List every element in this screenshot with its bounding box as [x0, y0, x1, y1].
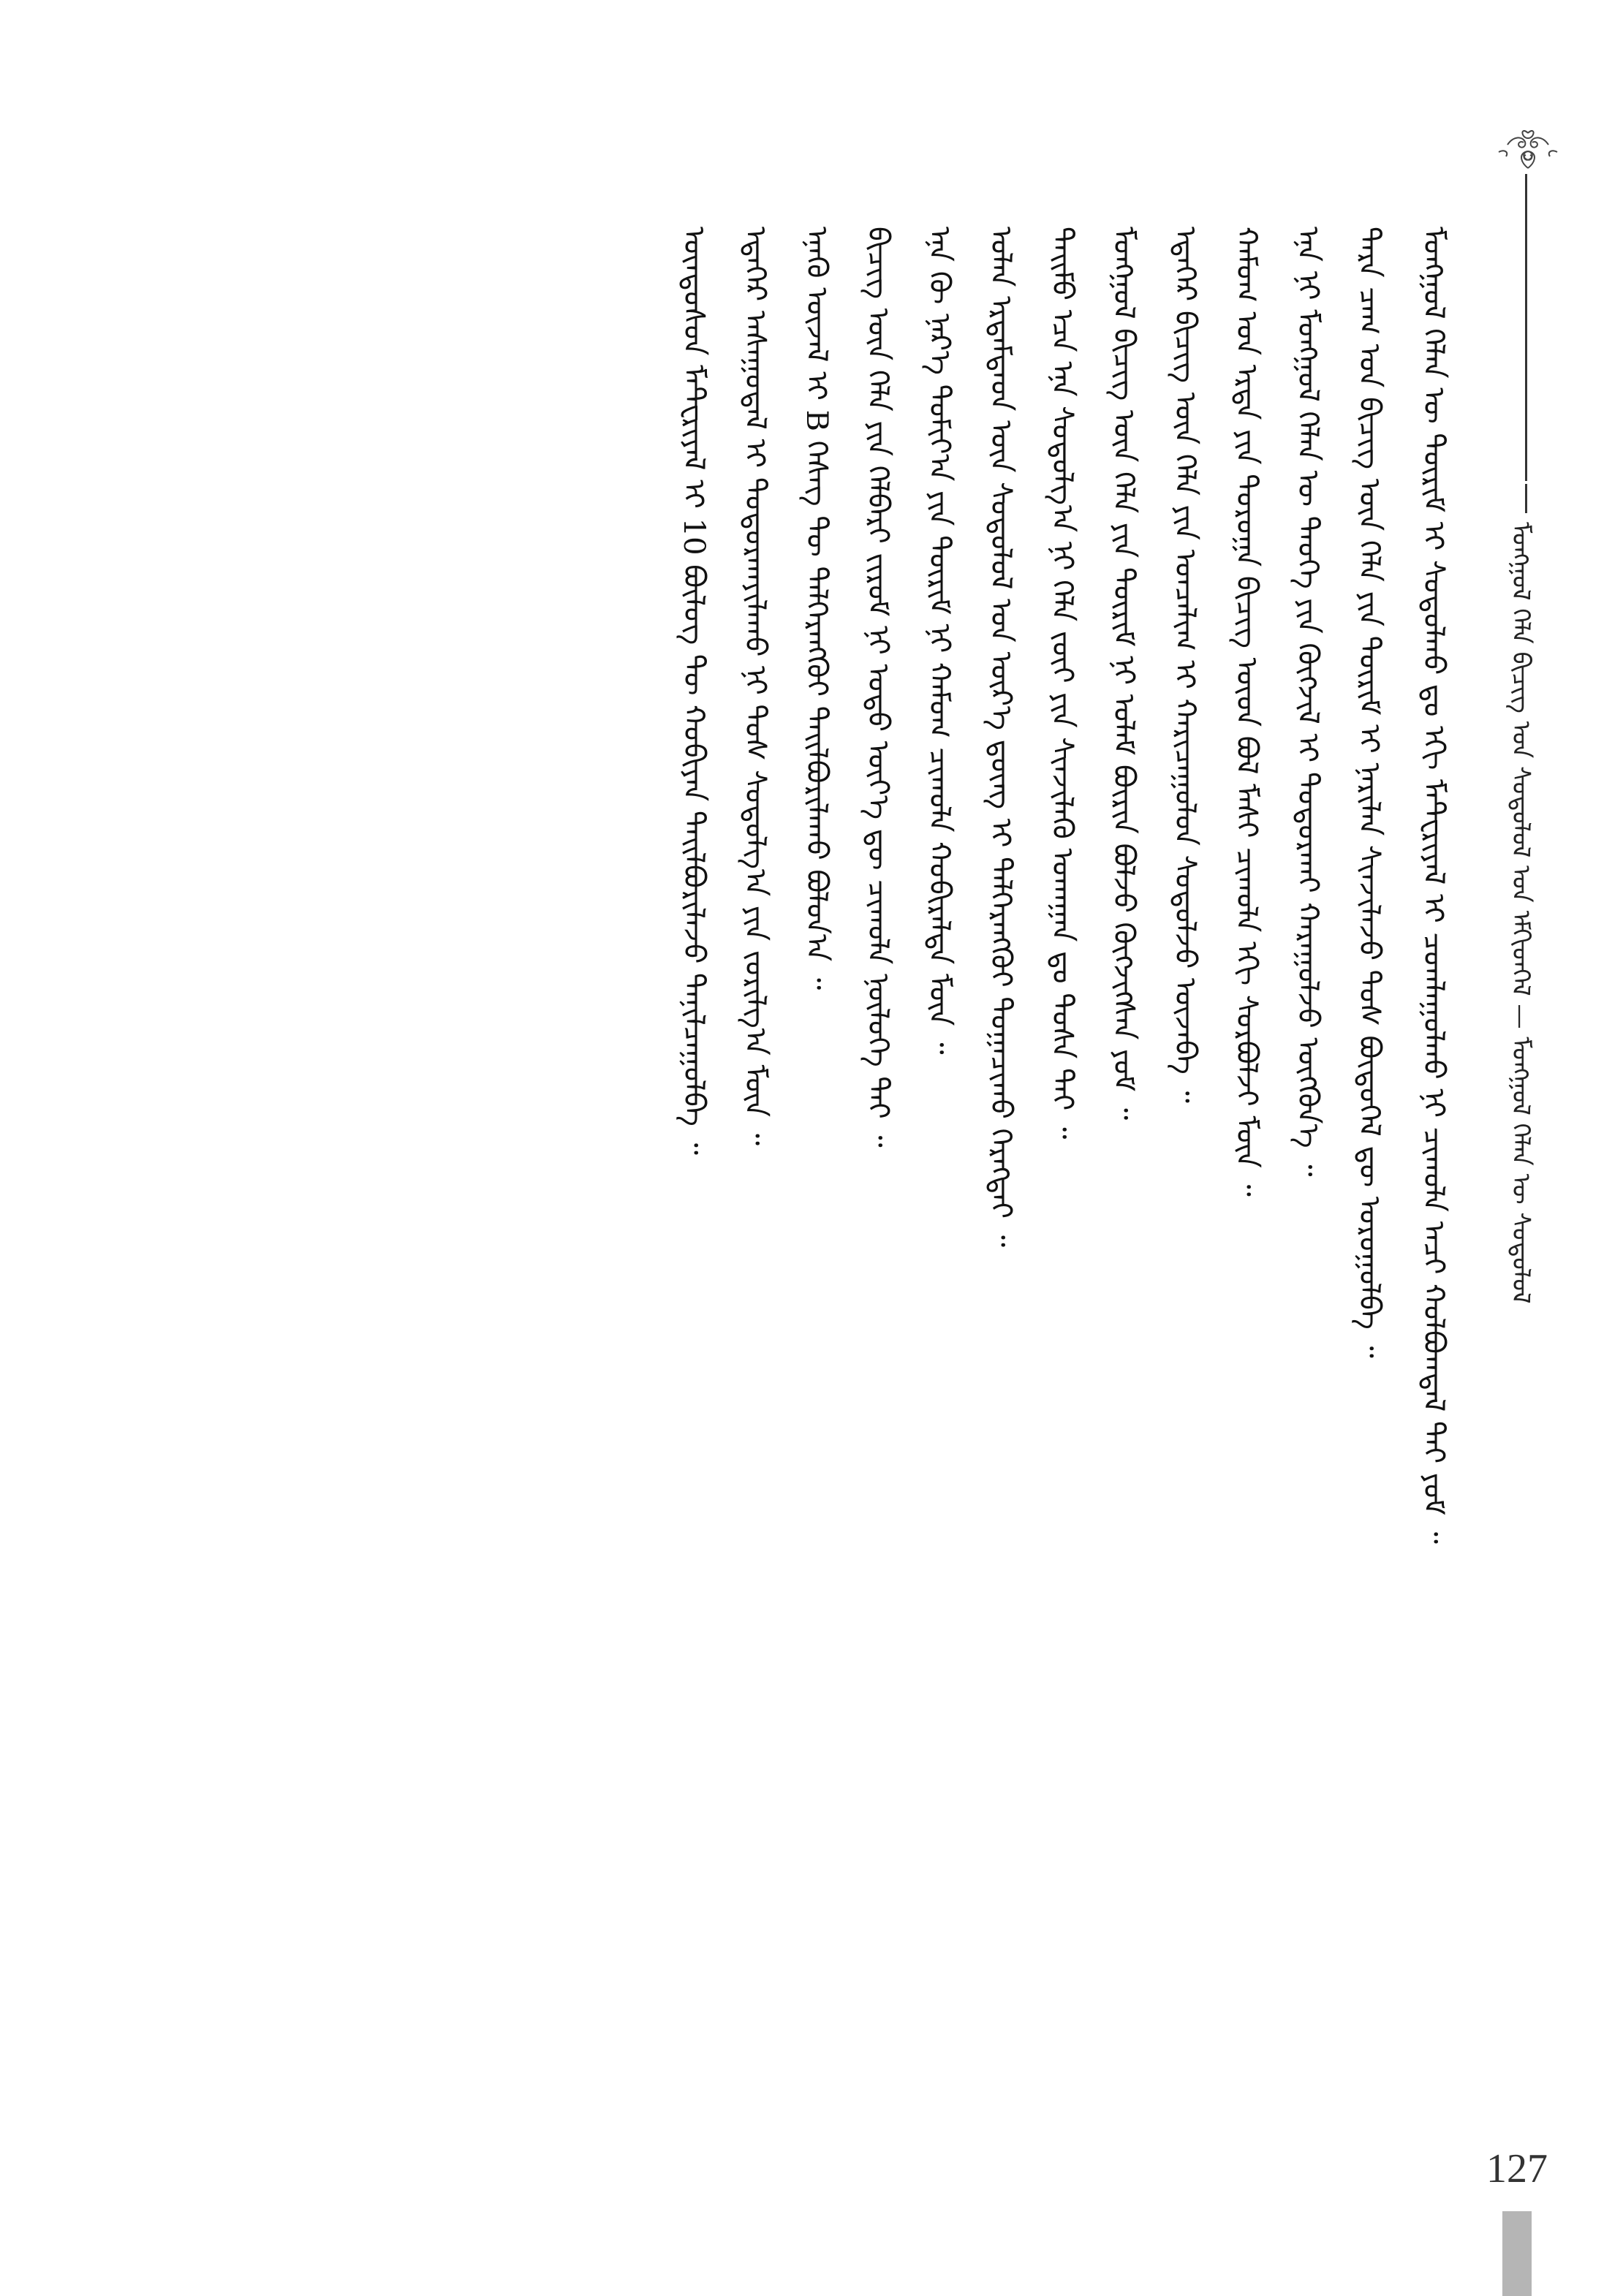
text-column: ᠬᠠᠮᠤᠭ ᠤᠨ ᠡᠷᠲᠡ ᠶᠢᠨ ᠳᠣᠷᠤᠭᠠ ᠪᠢᠴᠢᠭ ᠦᠳ ᠪᠣᠯ ᠮᠠᠰᠢ ᠴᠢᠬᠤᠯᠠ ᠡᠬᠢ ᠰᠤᠷᠪᠤᠯᠵᠢ ᠮᠥᠨ ᠃ [1230, 227, 1263, 1197]
running-title: ᠮᠣᠩᠭᠣᠯ ᠬᠡᠯᠡ ᠪᠢᠴᠢᠭ ᠤᠨ ᠰᠤᠳᠤᠯᠤᠯ ᠤᠨ ᠡᠮᠬᠢᠳᠬᠡᠯ — ᠮᠣᠩᠭᠣᠯ ᠬᠡᠯᠡᠨ ᠦ ᠰᠤᠳᠤᠯᠤᠯ [1506, 522, 1535, 1304]
text-column: ᠲᠡᠢᠮᠦ ᠡᠴᠡ ᠡᠨᠡ ᠰᠤᠳᠤᠯᠭ᠎ᠠ ᠨᠢ ᠬᠡᠯᠡ ᠵᠦᠢ ᠶᠢᠨ ᠰᠢᠨᠵᠢᠯᠡᠬᠦ ᠤᠬᠠᠭᠠᠨ ᠳᠤ ᠲᠤᠰᠠ ᠲᠠᠢ ᠃ [1045, 227, 1079, 1140]
text-column: ᠡᠨᠡ ᠨᠢ ᠮᠣᠩᠭᠣᠯ ᠬᠡᠯᠡᠨ ᠦ ᠲᠡᠦᠬᠡ ᠶᠢᠨ ᠬᠥᠭᠵᠢᠯ ᠢ ᠲᠣᠳᠣᠷᠬᠠᠢ ᠬᠠᠷᠠᠭᠤᠯᠵᠤ ᠥᠭᠭᠦᠨ᠎ᠡ ᠃ [1291, 227, 1325, 1177]
text-column: ᠡᠳᠡᠭᠡᠷ ᠠᠰᠠᠭᠤᠳᠠᠯ ᠢ ᠲᠣᠳᠣᠷᠬᠠᠶᠢᠯᠠᠬᠤ ᠨᠢ ᠲᠤᠰ ᠰᠤᠳᠤᠯᠭ᠎ᠠ ᠶᠢᠨ ᠵᠣᠷᠢᠯᠭ᠎ᠠ ᠮᠥᠨ ᠃ [738, 227, 772, 1146]
text-column: ᠮᠣᠩᠭᠣᠯ ᠪᠢᠴᠢᠭ ᠦᠨ ᠬᠡᠯᠡ ᠶᠢᠨ ᠳᠦᠷᠢᠮ ᠨᠢ ᠤᠯᠠᠮ ᠪᠦᠷᠢᠨ ᠪᠣᠯᠵᠤ ᠬᠥᠭᠵᠢᠭᠰᠡᠨ ᠶᠤᠮ ᠃ [1107, 227, 1140, 1121]
header-rule [1525, 174, 1527, 481]
text-column: ᠡᠨᠡ ᠬᠦ ᠨᠡᠷ᠎ᠡ ᠲᠣᠮᠢᠶ᠎ᠠ ᠶᠢᠨ ᠳᠦᠷᠢᠮ ᠨᠢ ᠬᠠᠮᠤᠭ ᠴᠢᠬᠤᠯᠠ ᠬᠤᠪᠢᠷᠠᠯᠲᠠ ᠮᠥᠨ ᠃ [923, 227, 956, 1055]
text-column: ᠡᠳᠡᠭᠡᠷ ᠪᠢᠴᠢᠭ ᠦᠨ ᠬᠡᠯᠡ ᠶᠢᠨ ᠣᠨᠴᠠᠯᠢᠭ ᠢ ᠬᠠᠷᠢᠴᠠᠭᠤᠯᠤᠨ ᠰᠤᠳᠤᠯᠵᠤ ᠦᠵᠡᠪᠡ ᠃ [1168, 227, 1202, 1103]
text-column: ᠲᠡᠷᠡ ᠴᠠᠭ ᠤᠨ ᠪᠢᠴᠢᠭ ᠦᠨ ᠬᠡᠯᠡ ᠶᠢᠨ ᠳᠦᠷᠢᠮ ᠢ ᠨᠠᠷᠢᠯᠠᠨ ᠰᠢᠨᠵᠢᠯᠡᠵᠦ ᠲᠤᠰ ᠪᠦᠲᠦᠭᠡᠯ ᠳᠦ ᠣᠷᠣᠭᠤᠯᠪᠠ ᠃ [1352, 227, 1386, 1358]
running-head [1488, 522, 1554, 1662]
flourish-ornament-icon [1491, 123, 1565, 174]
text-column: ᠣᠯᠠᠨ ᠡᠷᠳᠡᠮᠲᠡᠳ ᠦᠨ ᠰᠤᠳᠤᠯᠤᠯ ᠤᠨ ᠦᠷ᠎ᠡ ᠳ᠋ᠦᠩ ᠢ ᠳᠡᠯᠭᠡᠷᠡᠩᠭᠦᠢ ᠲᠣᠭᠠᠴᠢᠬᠤ ᠬᠡᠷᠡᠭᠲᠡᠢ ᠃ [984, 227, 1018, 1248]
text-column: ᠦᠨᠳᠦᠰᠦᠨ ᠮᠠᠲ᠋ᠧᠷᠢᠶᠠᠯ ᠢ 10 ᠪᠦᠯᠦᠭ ᠲᠦ ᠬᠤᠪᠢᠶᠠᠨ ᠲᠠᠢᠯᠪᠤᠷᠢᠯᠠᠵᠤ ᠲᠠᠨᠢᠯᠴᠠᠭᠤᠯᠪᠠ ᠃ [677, 227, 711, 1155]
text-column: ᠪᠢᠴᠢᠭ ᠦᠨ ᠬᠡᠯᠡ ᠶᠢᠨ ᠬᠡᠯᠪᠡᠷᠢ ᠵᠢᠷᠤᠮ ᠨᠢ ᠣᠳᠣ ᠦᠶ᠎ᠡ ᠳᠦ ᠴᠢᠬᠤᠯᠠ ᠨᠥᠯᠦᠭᠡ ᠲᠡᠢ ᠃ [861, 227, 895, 1148]
text-column: ᠮᠣᠩᠭᠣᠯ ᠬᠡᠯᠡᠨ ᠦ ᠳᠦᠷᠢᠮ ᠢ ᠰᠤᠳᠤᠯᠬᠤ ᠳᠤ ᠡᠬᠢ ᠮᠠᠲ᠋ᠧᠷᠢᠶᠠᠯ ᠢ ᠴᠤᠭᠯᠠᠭᠤᠯᠬᠤ ᠨᠢ ᠴᠢᠬᠤᠯᠠ ᠠᠴᠢ ᠬᠣᠯᠪᠣᠭᠳᠠᠯ ᠲᠠᠢ ᠶᠤᠮ ᠃ [1417, 227, 1450, 1544]
text-column: ᠡᠨᠡᠬᠦ ᠦᠵᠡᠯ ᠢ B ᠬᠡᠰᠡᠭ ᠲᠦ ᠳᠡᠯᠭᠡᠷᠡᠩᠭᠦᠢ ᠲᠠᠢᠯᠪᠤᠷᠢᠯᠠᠬᠤ ᠪᠣᠯᠤᠨ᠎ᠠ ᠃ [800, 227, 833, 990]
body-text [219, 227, 1450, 2120]
page-number: 127 [1486, 2146, 1548, 2191]
page-edge-bar [1502, 2211, 1532, 2296]
header-dash [1525, 484, 1527, 513]
